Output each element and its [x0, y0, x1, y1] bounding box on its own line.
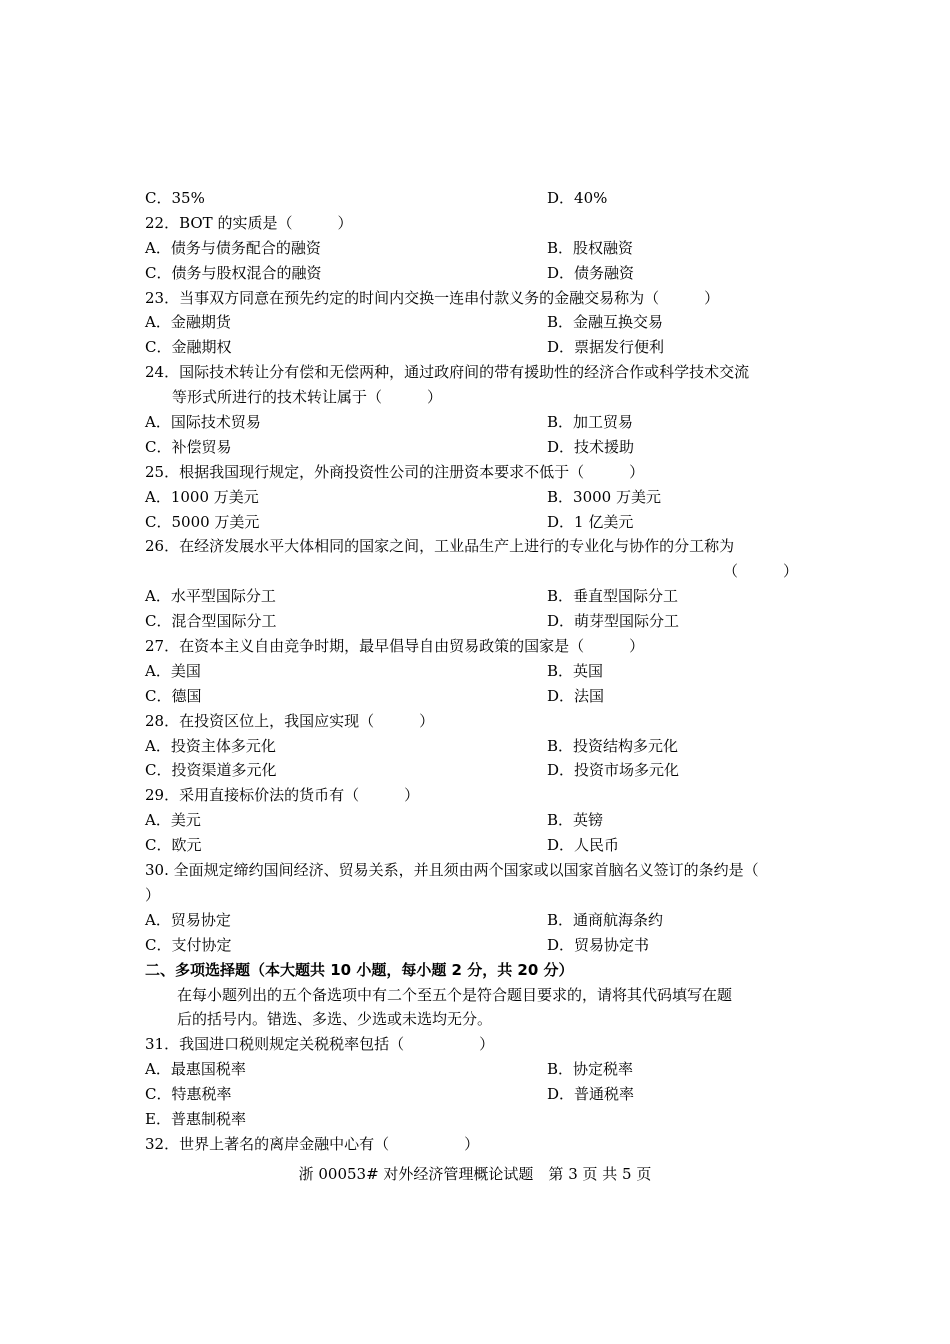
answer-option: A．水平型国际分工	[145, 587, 276, 606]
answer-option: D．人民币	[547, 836, 620, 855]
answer-option: A．金融期货	[145, 313, 231, 332]
answer-option: C．补偿贸易	[145, 437, 232, 456]
answer-option: C．欧元	[145, 836, 202, 855]
answer-option: B．加工贸易	[547, 413, 634, 432]
option-row	[145, 410, 810, 435]
answer-option: B．股权融资	[547, 238, 634, 257]
question-text: 26．在经济发展水平大体相同的国家之间，工业品生产上进行的专业化与协作的分工称为	[145, 537, 735, 556]
answer-option: C．投资渠道多元化	[145, 761, 277, 780]
option-row	[145, 933, 810, 958]
answer-option: C．债务与股权混合的融资	[145, 263, 322, 282]
answer-option: A．贸易协定	[145, 910, 231, 929]
option-row	[145, 1057, 810, 1082]
answer-option: B．英国	[547, 661, 604, 680]
answer-option: B．3000 万美元	[547, 487, 661, 506]
answer-option: C．5000 万美元	[145, 512, 260, 531]
answer-option: C．德国	[145, 686, 202, 705]
answer-option: B．协定税率	[547, 1060, 634, 1079]
answer-option: A．美元	[145, 811, 201, 830]
answer-option: D．债务融资	[547, 263, 635, 282]
option-row	[145, 808, 810, 833]
answer-option: C．金融期权	[145, 338, 232, 357]
question-text: 27．在资本主义自由竞争时期，最早倡导自由贸易政策的国家是（ ）	[145, 637, 645, 656]
answer-option: C．特惠税率	[145, 1085, 232, 1104]
question-continuation: 等形式所进行的技术转让属于（ ）	[172, 388, 443, 407]
option-row	[145, 908, 810, 933]
question-text: 31．我国进口税则规定关税税率包括（ ）	[145, 1035, 495, 1054]
answer-option: C．35%	[145, 189, 205, 207]
answer-option: A．1000 万美元	[145, 487, 259, 506]
option-row	[145, 1082, 810, 1107]
option-row	[145, 261, 810, 286]
text-line: ）	[145, 885, 161, 904]
answer-option: A．投资主体多元化	[145, 736, 276, 755]
option-row	[145, 236, 810, 261]
answer-option: D．技术援助	[547, 437, 635, 456]
question-text: 22．BOT 的实质是（ ）	[145, 213, 353, 232]
answer-option: D．1 亿美元	[547, 512, 634, 531]
question-text: 32．世界上著名的离岸金融中心有（ ）	[145, 1134, 480, 1153]
answer-option: D．普通税率	[547, 1085, 635, 1104]
option-row	[145, 684, 810, 709]
text-line: E．普惠制税率	[145, 1109, 246, 1128]
answer-option: D．票据发行便利	[547, 338, 665, 357]
answer-option: D．贸易协定书	[547, 935, 650, 954]
option-row	[145, 485, 810, 510]
answer-option: D．40%	[547, 189, 608, 207]
option-row	[145, 734, 810, 759]
answer-option: B．垂直型国际分工	[547, 587, 679, 606]
question-text: 30. 全面规定缔约国间经济、贸易关系，并且须由两个国家或以国家首脑名义签订的条约是（	[145, 861, 759, 880]
answer-option: B．通商航海条约	[547, 910, 664, 929]
answer-option: C．支付协定	[145, 935, 232, 954]
option-row	[145, 609, 810, 634]
option-row	[145, 758, 810, 783]
question-text: 25．根据我国现行规定，外商投资性公司的注册资本要求不低于（ ）	[145, 462, 645, 481]
answer-option: B．投资结构多元化	[547, 736, 679, 755]
question-text: 23．当事双方同意在预先约定的时间内交换一连串付款义务的金融交易称为（ ）	[145, 288, 720, 307]
option-row	[145, 584, 810, 609]
section-heading: 二、多项选择题（本大题共 10 小题，每小题 2 分，共 20 分）	[145, 960, 574, 979]
answer-option: A．最惠国税率	[145, 1060, 246, 1079]
answer-option: D．投资市场多元化	[547, 761, 680, 780]
question-text: 28．在投资区位上，我国应实现（ ）	[145, 711, 435, 730]
option-row	[145, 659, 810, 684]
answer-option: A．债务与债务配合的融资	[145, 238, 321, 257]
answer-option: A．美国	[145, 661, 201, 680]
answer-option: D．法国	[547, 686, 605, 705]
answer-option: D．萌芽型国际分工	[547, 612, 680, 631]
section-instructions: 后的括号内。错选、多选、少选或未选均无分。	[177, 1010, 493, 1029]
option-row	[145, 435, 810, 460]
answer-option: B．英镑	[547, 811, 604, 830]
exam-content	[145, 186, 810, 1157]
page-footer: 浙 00053# 对外经济管理概论试题 第 3 页 共 5 页	[298, 1165, 652, 1183]
answer-blank: （ ）	[722, 562, 798, 581]
option-row	[145, 310, 810, 335]
question-text: 29．采用直接标价法的货币有（ ）	[145, 786, 420, 805]
answer-option: C．混合型国际分工	[145, 612, 277, 631]
question-text: 24．国际技术转让分有偿和无偿两种，通过政府间的带有援助性的经济合作或科学技术交流	[145, 363, 750, 382]
option-row	[145, 186, 810, 211]
option-row	[145, 510, 810, 535]
answer-option: A．国际技术贸易	[145, 413, 261, 432]
option-row	[145, 335, 810, 360]
section-instructions: 在每小题列出的五个备选项中有二个至五个是符合题目要求的，请将其代码填写在题	[177, 985, 733, 1004]
answer-option: B．金融互换交易	[547, 313, 664, 332]
option-row	[145, 833, 810, 858]
